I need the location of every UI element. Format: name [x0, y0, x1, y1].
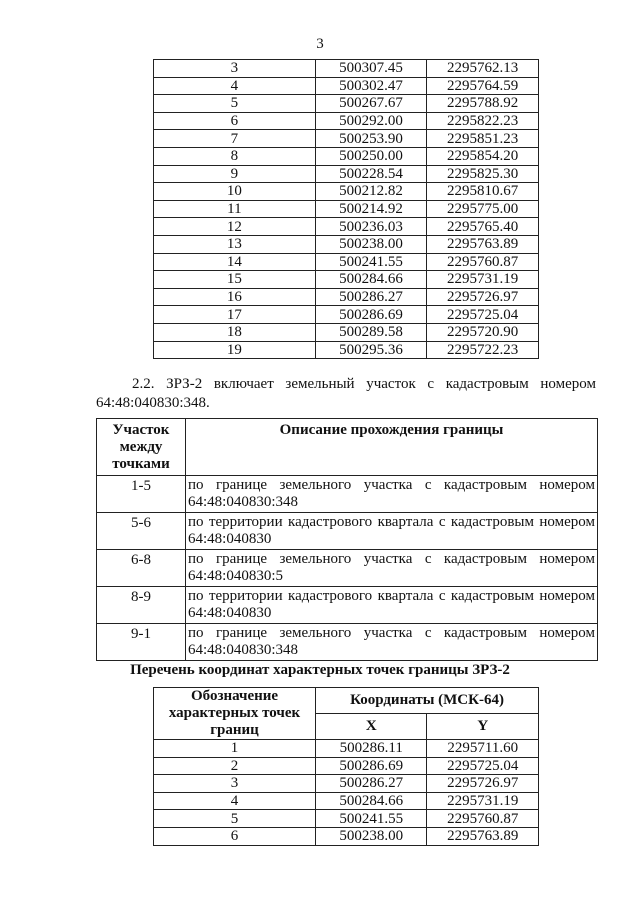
point-number-cell: 10: [154, 183, 316, 201]
point-number-cell: 15: [154, 271, 316, 289]
x-coordinate-cell: 500292.00: [315, 112, 427, 130]
segment-cell: 5-6: [97, 513, 186, 550]
table-row: [97, 587, 598, 624]
header-point-designation: Обозначение характерных точек границ: [154, 688, 316, 740]
point-number-cell: 3: [154, 775, 316, 793]
segment-cell: 1-5: [97, 476, 186, 513]
x-coordinate-cell: 500289.58: [315, 323, 427, 341]
table-row: [154, 147, 539, 165]
y-coordinate-cell: 2295760.87: [427, 253, 539, 271]
page-number: 3: [316, 36, 324, 52]
table-row: [154, 323, 539, 341]
coordinates-list-title: Перечень координат характерных точек границы ЗРЗ-2: [130, 662, 510, 678]
boundary-description-table: [96, 418, 598, 661]
y-coordinate-cell: 2295760.87: [427, 810, 539, 828]
y-coordinate-cell: 2295851.23: [427, 130, 539, 148]
x-coordinate-cell: 500284.66: [316, 792, 427, 810]
y-coordinate-cell: 2295765.40: [427, 218, 539, 236]
y-coordinate-cell: 2295788.92: [427, 95, 539, 113]
x-coordinate-cell: 500307.45: [315, 60, 427, 78]
x-coordinate-cell: 500302.47: [315, 77, 427, 95]
table-row: [154, 827, 539, 845]
y-coordinate-cell: 2295726.97: [427, 288, 539, 306]
y-coordinate-cell: 2295731.19: [427, 792, 539, 810]
y-coordinate-cell: 2295825.30: [427, 165, 539, 183]
x-coordinate-cell: 500236.03: [315, 218, 427, 236]
y-coordinate-cell: 2295762.13: [427, 60, 539, 78]
table-row: [154, 77, 539, 95]
y-coordinate-cell: 2295725.04: [427, 306, 539, 324]
point-number-cell: 13: [154, 235, 316, 253]
point-number-cell: 14: [154, 253, 316, 271]
header-segment: Участок между точками: [97, 419, 186, 476]
x-coordinate-cell: 500286.11: [316, 740, 427, 758]
coordinates-table-continued: [153, 59, 539, 359]
point-number-cell: 2: [154, 757, 316, 775]
point-number-cell: 4: [154, 792, 316, 810]
point-number-cell: 8: [154, 147, 316, 165]
table-row: [154, 341, 539, 359]
y-coordinate-cell: 2295725.04: [427, 757, 539, 775]
segment-cell: 6-8: [97, 550, 186, 587]
table-row: [154, 306, 539, 324]
segment-cell: 9-1: [97, 624, 186, 661]
table-row: [154, 288, 539, 306]
y-coordinate-cell: 2295731.19: [427, 271, 539, 289]
y-coordinate-cell: 2295722.23: [427, 341, 539, 359]
point-number-cell: 4: [154, 77, 316, 95]
segment-cell: 8-9: [97, 587, 186, 624]
x-coordinate-cell: 500212.82: [315, 183, 427, 201]
y-coordinate-cell: 2295810.67: [427, 183, 539, 201]
x-coordinate-cell: 500267.67: [315, 95, 427, 113]
header-y: Y: [427, 714, 539, 740]
y-coordinate-cell: 2295764.59: [427, 77, 539, 95]
point-number-cell: 12: [154, 218, 316, 236]
x-coordinate-cell: 500286.27: [316, 775, 427, 793]
point-number-cell: 5: [154, 95, 316, 113]
zone-paragraph: [96, 375, 596, 413]
y-coordinate-cell: 2295726.97: [427, 775, 539, 793]
x-coordinate-cell: 500250.00: [315, 147, 427, 165]
description-cell: по границе земельного участка с кадастровым номером 64:48:040830:348: [186, 624, 598, 661]
y-coordinate-cell: 2295775.00: [427, 200, 539, 218]
point-number-cell: 6: [154, 827, 316, 845]
table-row: [97, 513, 598, 550]
table-row: [154, 235, 539, 253]
point-number-cell: 9: [154, 165, 316, 183]
table-row: [97, 550, 598, 587]
point-number-cell: 18: [154, 323, 316, 341]
table-row: [154, 810, 539, 828]
x-coordinate-cell: 500286.27: [315, 288, 427, 306]
point-number-cell: 6: [154, 112, 316, 130]
x-coordinate-cell: 500228.54: [315, 165, 427, 183]
table-row: [154, 775, 539, 793]
table-row: [154, 740, 539, 758]
table-row: [154, 183, 539, 201]
table-row: [97, 476, 598, 513]
x-coordinate-cell: 500286.69: [316, 757, 427, 775]
point-number-cell: 16: [154, 288, 316, 306]
description-cell: по территории кадастрового квартала с кадастровым номером 64:48:040830: [186, 513, 598, 550]
table-row: [154, 130, 539, 148]
point-number-cell: 5: [154, 810, 316, 828]
x-coordinate-cell: 500241.55: [315, 253, 427, 271]
x-coordinate-cell: 500253.90: [315, 130, 427, 148]
table-row: [154, 757, 539, 775]
table-row: [154, 165, 539, 183]
point-number-cell: 1: [154, 740, 316, 758]
point-number-cell: 19: [154, 341, 316, 359]
point-number-cell: 17: [154, 306, 316, 324]
point-number-cell: 7: [154, 130, 316, 148]
table-row: [154, 218, 539, 236]
description-cell: по территории кадастрового квартала с кадастровым номером 64:48:040830: [186, 587, 598, 624]
table-row: [154, 253, 539, 271]
table-row: [154, 792, 539, 810]
table-row: [154, 271, 539, 289]
description-cell: по границе земельного участка с кадастровым номером 64:48:040830:348: [186, 476, 598, 513]
table-row: [154, 60, 539, 78]
header-coordinates: Координаты (МСК-64): [316, 688, 539, 714]
x-coordinate-cell: 500295.36: [315, 341, 427, 359]
table-row: [154, 112, 539, 130]
y-coordinate-cell: 2295711.60: [427, 740, 539, 758]
y-coordinate-cell: 2295854.20: [427, 147, 539, 165]
x-coordinate-cell: 500286.69: [315, 306, 427, 324]
y-coordinate-cell: 2295720.90: [427, 323, 539, 341]
description-cell: по границе земельного участка с кадастровым номером 64:48:040830:5: [186, 550, 598, 587]
y-coordinate-cell: 2295763.89: [427, 235, 539, 253]
zone-paragraph-text: 2.2. ЗРЗ-2 включает земельный участок с кадастровым номером 64:48:040830:348.: [96, 376, 596, 411]
x-coordinate-cell: 500214.92: [315, 200, 427, 218]
x-coordinate-cell: 500241.55: [316, 810, 427, 828]
point-number-cell: 11: [154, 200, 316, 218]
x-coordinate-cell: 500284.66: [315, 271, 427, 289]
y-coordinate-cell: 2295822.23: [427, 112, 539, 130]
table-row: [97, 624, 598, 661]
y-coordinate-cell: 2295763.89: [427, 827, 539, 845]
point-number-cell: 3: [154, 60, 316, 78]
header-description: Описание прохождения границы: [186, 419, 598, 476]
x-coordinate-cell: 500238.00: [316, 827, 427, 845]
header-x: X: [316, 714, 427, 740]
table-row: [154, 95, 539, 113]
zrz2-coordinates-table: [153, 687, 539, 846]
x-coordinate-cell: 500238.00: [315, 235, 427, 253]
table-row: [154, 200, 539, 218]
